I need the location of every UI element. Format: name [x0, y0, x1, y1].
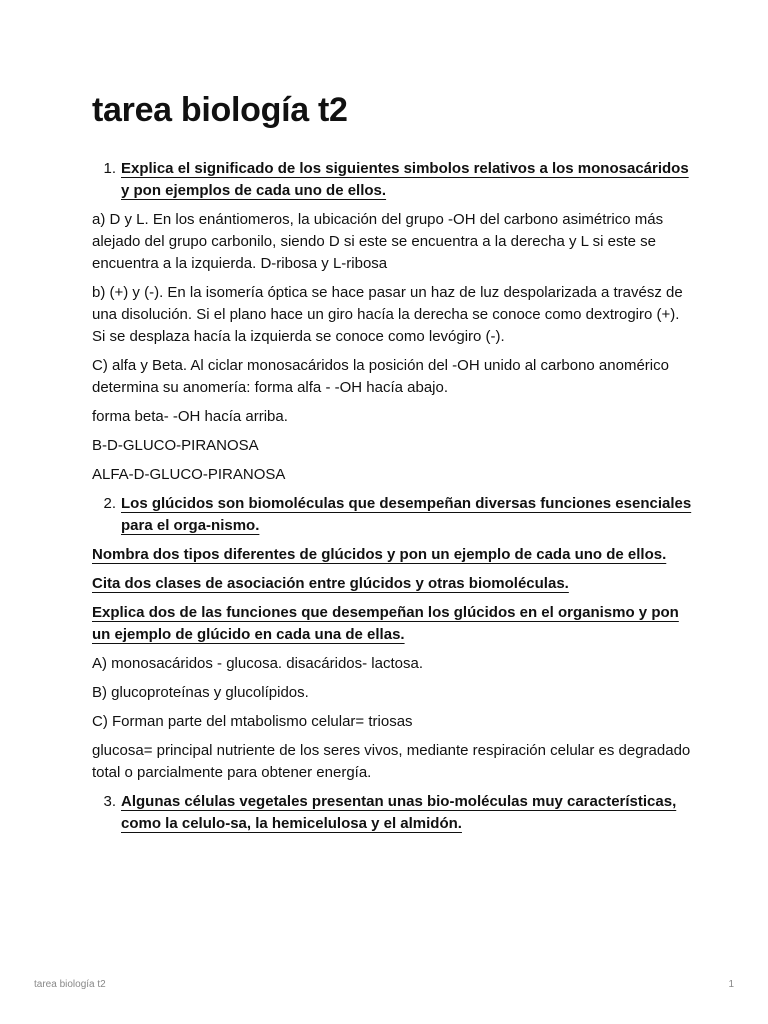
answer-paragraph: glucosa= principal nutriente de los seres vivos, mediante respiración celular es degradado total o parcialmente para obtener energía. [92, 742, 691, 781]
answer-paragraph: A) monosacáridos - glucosa. disacáridos- lactosa. [92, 655, 423, 672]
question-text: Los glúcidos son biomoléculas que desempeñan diversas funciones esenciales para el orga-nismo. [121, 495, 692, 534]
question-2 [92, 493, 692, 537]
question-number: 2. [103, 495, 116, 512]
answer-paragraph: b) (+) y (-). En la isomería óptica se hace pasar un haz de luz despolarizada a travész de una disolución. Si el plano hace un giro hacía la derecha se conoce como dextrogiro (+). Si se desplaza hacía la izquierda se conoce como levógiro (-). [92, 284, 683, 345]
sub-question: Explica dos de las funciones que desempeñan los glúcidos en el organismo y pon un ejemplo de glúcido en cada una de ellas. [92, 604, 679, 643]
page-title: tarea biología t2 [92, 91, 348, 129]
answer-paragraph: B) glucoproteínas y glucolípidos. [92, 684, 309, 701]
question-3 [92, 791, 692, 835]
question-text: Algunas células vegetales presentan unas bio-moléculas muy características, como la celulo-sa, la hemicelulosa y el almidón. [121, 793, 677, 832]
question-number: 1. [103, 160, 116, 177]
answer-paragraph: C) Forman parte del mtabolismo celular= triosas [92, 713, 413, 730]
document-body [92, 158, 692, 842]
question-text: Explica el significado de los siguientes simbolos relativos a los monosacáridos y pon ejemplos de cada uno de ellos. [121, 160, 689, 199]
sub-question: Cita dos clases de asociación entre glúcidos y otras biomoléculas. [92, 575, 569, 592]
answer-paragraph: a) D y L. En los enántiomeros, la ubicación del grupo -OH del carbono asimétrico más alejado del grupo carbonilo, siendo D si este se encuentra a la derecha y L si este se encuentra a la izquierda. D-ribosa y L-ribosa [92, 211, 664, 272]
answer-paragraph: C) alfa y Beta. Al ciclar monosacáridos la posición del -OH unido al carbono anomérico determina su anomería: forma alfa - -OH hacía abajo. [92, 357, 669, 396]
page-number: 1 [728, 979, 734, 990]
answer-paragraph: B-D-GLUCO-PIRANOSA [92, 437, 259, 454]
answer-paragraph: forma beta- -OH hacía arriba. [92, 408, 288, 425]
question-1 [92, 158, 692, 202]
answer-paragraph: ALFA-D-GLUCO-PIRANOSA [92, 466, 286, 483]
question-number: 3. [103, 793, 116, 810]
sub-question: Nombra dos tipos diferentes de glúcidos y pon un ejemplo de cada uno de ellos. [92, 546, 667, 563]
footer-title: tarea biología t2 [34, 979, 106, 990]
